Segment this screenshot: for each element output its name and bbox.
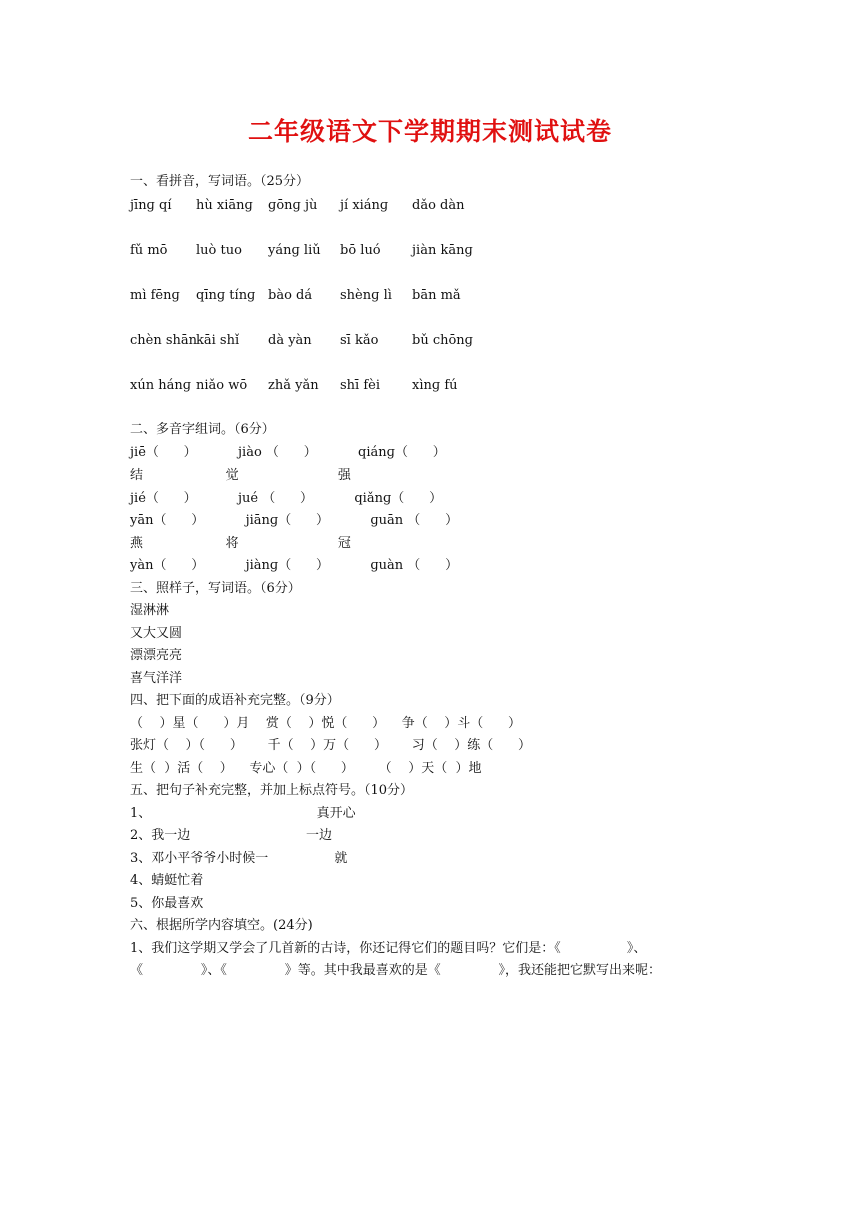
sentence-line: 2、我一边 一边 — [130, 828, 332, 843]
example-word: 湿淋淋 — [130, 603, 170, 618]
pinyin-word: xìnɡ fú — [412, 378, 458, 393]
pinyin-word: luò tuo — [196, 243, 242, 258]
pinyin-word: jí xiánɡ — [340, 198, 389, 213]
pinyin-word: dà yàn — [268, 333, 312, 348]
pinyin-word: ɡōnɡ jù — [268, 198, 318, 213]
polyphone-line: jié（ ） jué （ ） qiǎnɡ（ ） — [130, 491, 443, 506]
polyphone-line: 燕 将 冠 — [130, 536, 351, 551]
polyphone-line: jiē（ ） jiào （ ） qiánɡ（ ） — [130, 445, 446, 460]
sentence-line: 1、 真开心 — [130, 806, 356, 821]
pinyin-word: zhǎ yǎn — [268, 378, 319, 393]
section6-heading: 六、根据所学内容填空。(24分) — [130, 918, 313, 933]
pinyin-word: kāi shǐ — [196, 333, 240, 348]
page-title: 二年级语文下学期期末测试试卷 — [247, 117, 612, 146]
pinyin-word: shī fèi — [340, 378, 380, 393]
example-word: 喜气洋洋 — [130, 671, 183, 686]
pinyin-word: bào dá — [268, 288, 313, 303]
example-word: 又大又圆 — [130, 626, 183, 641]
idiom-line: （ ）星（ ）月 赏（ ）悦（ ） 争（ ）斗（ ） — [130, 716, 522, 731]
sentence-line: 3、邓小平爷爷小时候一 就 — [130, 851, 348, 866]
pinyin-word: bō luó — [340, 243, 381, 258]
polyphone-line: yān（ ） jiānɡ（ ） ɡuān （ ） — [130, 513, 459, 528]
pinyin-word: chèn shān — [130, 333, 198, 348]
section5-heading: 五、把句子补充完整，并加上标点符号。（10分） — [130, 783, 414, 798]
pinyin-word: hù xiānɡ — [196, 198, 253, 213]
polyphone-line: yàn（ ） jiànɡ（ ） ɡuàn （ ） — [130, 558, 459, 573]
fill-blank-line: 《 》、《 》等。其中我最喜欢的是《 》，我还能把它默写出来呢： — [130, 963, 662, 978]
idiom-line: 张灯（ ）（ ） 千（ ）万（ ） 习（ ）练（ ） — [130, 738, 532, 753]
pinyin-word: yánɡ liǔ — [268, 243, 321, 258]
pinyin-word: dǎo dàn — [412, 198, 465, 213]
section2-heading: 二、多音字组词。（6分） — [130, 422, 275, 437]
section1-heading: 一、看拼音，写词语。（25分） — [130, 174, 310, 189]
pinyin-word: qīnɡ tínɡ — [196, 288, 256, 303]
pinyin-word: jiàn kānɡ — [412, 243, 473, 258]
fill-blank-line: 1、我们这学期又学会了几首新的古诗，你还记得它们的题目吗？它们是：《 》、 — [130, 941, 647, 956]
pinyin-word: niǎo wō — [196, 378, 248, 393]
pinyin-word: xún hánɡ — [130, 378, 192, 393]
section4-heading: 四、把下面的成语补充完整。（9分） — [130, 693, 340, 708]
pinyin-word: jīnɡ qí — [130, 198, 172, 213]
pinyin-word: bǔ chōnɡ — [412, 333, 474, 348]
idiom-line: 生（ ）活（ ） 专心（ ）（ ） （ ）天（ ）地 — [130, 761, 482, 776]
pinyin-word: mì fēnɡ — [130, 288, 180, 303]
polyphone-line: 结 觉 强 — [130, 468, 351, 483]
pinyin-word: fǔ mō — [130, 243, 168, 258]
pinyin-word: bān mǎ — [412, 288, 461, 303]
section3-heading: 三、照样子，写词语。（6分） — [130, 581, 301, 596]
pinyin-word: shènɡ lì — [340, 288, 392, 303]
pinyin-word: sī kǎo — [340, 333, 379, 348]
sentence-line: 5、你最喜欢 — [130, 896, 204, 911]
example-word: 漂漂亮亮 — [130, 648, 183, 663]
sentence-line: 4、蜻蜓忙着 — [130, 873, 204, 888]
